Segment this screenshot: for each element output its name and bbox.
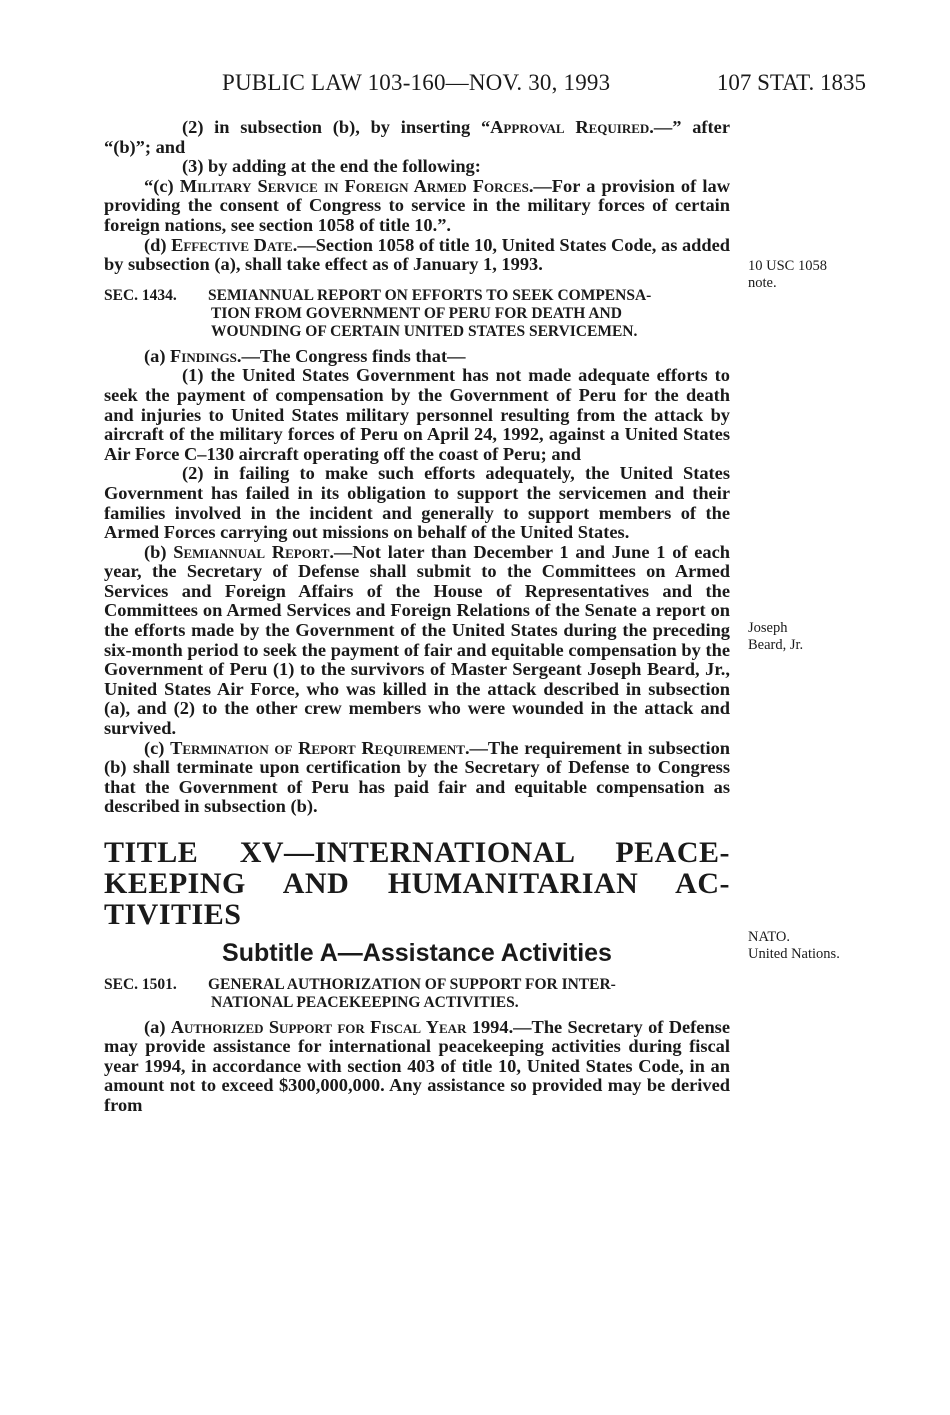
paragraph: (d) Effective Date.—Section 1058 of title 10, United States Code, as added by subsection (a), shall take effect as of January 1, 1993. <box>104 234 730 275</box>
paragraph: (a) Authorized Support for Fiscal Year 1994.—The Secretary of Defense may provide assistance for international peacekeeping activities during fiscal year 1994, in accordance with section 403 of title 10, United States Code, in an amount not to exceed $300,000,000. Any assistance so provided may be derived from <box>104 1016 730 1115</box>
section-number: SEC. 1501. <box>104 975 177 993</box>
paragraph: (c) Termination of Report Requirement.—The requirement in subsection (b) shall terminate upon certification by the Secretary of Defense to Congress that the Government of Peru has paid fair and equitable compensation as described in subsection (b). <box>104 737 730 817</box>
statute-page: 107 STAT. 1835 <box>716 70 866 95</box>
margin-note-line: Joseph <box>748 620 788 636</box>
margin-note-line: Beard, Jr. <box>748 637 804 653</box>
section-heading-1434: SEC. 1434. SEMIANNUAL REPORT ON EFFORTS TO SEEK COMPENSA- TION FROM GOVERNMENT OF PERU FOR DEATH AND WOUNDING OF CERTAIN UNITED STATES SERVICEMEN. <box>104 286 652 340</box>
margin-note-usc <box>748 258 827 292</box>
running-head: PUBLIC LAW 103-160—NOV. 30, 1993 <box>222 70 611 95</box>
paragraph: (2) in failing to make such efforts adequately, the United States Government has failed in its obligation to support the servicemen and their families involved in the incident and generally to support members of the Armed Forces carrying out missions on behalf of the United States. <box>104 463 730 543</box>
section-heading-1501: SEC. 1501. GENERAL AUTHORIZATION OF SUPPORT FOR INTER- NATIONAL PEACEKEEPING ACTIVITIES. <box>104 975 616 1011</box>
page-body <box>104 118 730 1116</box>
margin-note-joseph <box>748 620 803 654</box>
margin-note-line: note. <box>748 275 777 291</box>
paragraph: (a) Findings.—The Congress finds that— <box>144 345 466 366</box>
paragraph: “(c) Military Service in Foreign Armed Forces.—For a provision of law providing the consent of Congress to service in the military forces of certain foreign nations, see section 1058 of title 10.”. <box>104 175 730 235</box>
margin-note-line: United Nations. <box>748 946 840 962</box>
paragraph: (b) Semiannual Report.—Not later than December 1 and June 1 of each year, the Secretary of Defense shall submit to the Committees on Armed Services and Foreign Affairs of the House of Representatives and the Committees on Armed Services and Foreign Relations of the Senate a report on the efforts made by the Government of the United States during the preceding six-month period to seek the payment of fair and equitable compensation by the Government of Peru (1) to the survivors of Master Sergeant Joseph Beard, Jr., United States Air Force, who was killed in the attack described in subsection (a), and (2) to the other crew members who were wounded in the attack and survived. <box>104 541 731 739</box>
section-number: SEC. 1434. <box>104 286 177 304</box>
margin-note-line: NATO. <box>748 929 791 945</box>
margin-note-line: 10 USC 1058 <box>748 258 827 274</box>
margin-note-nato <box>748 929 840 963</box>
paragraph: (1) the United States Government has not made adequate efforts to seek the payment of compensation by the Government of Peru for the death and injuries to United States military personnel resulting from the attack by aircraft of the military forces of Peru on April 24, 1992, against a United States Air Force C–130 aircraft operating off the coast of Peru; and <box>104 365 730 464</box>
paragraph: (2) in subsection (b), by inserting “Approval Required.—” after “(b)”; and <box>104 117 730 157</box>
paragraph: (3) by adding at the end the following: <box>182 156 481 177</box>
page-header <box>104 70 866 104</box>
subtitle-heading: Subtitle A—Assistance Activities <box>222 939 612 967</box>
title-heading: TITLE XV—INTERNATIONAL PEACE-KEEPING AND HUMANITARIAN AC-TIVITIES <box>104 836 730 931</box>
